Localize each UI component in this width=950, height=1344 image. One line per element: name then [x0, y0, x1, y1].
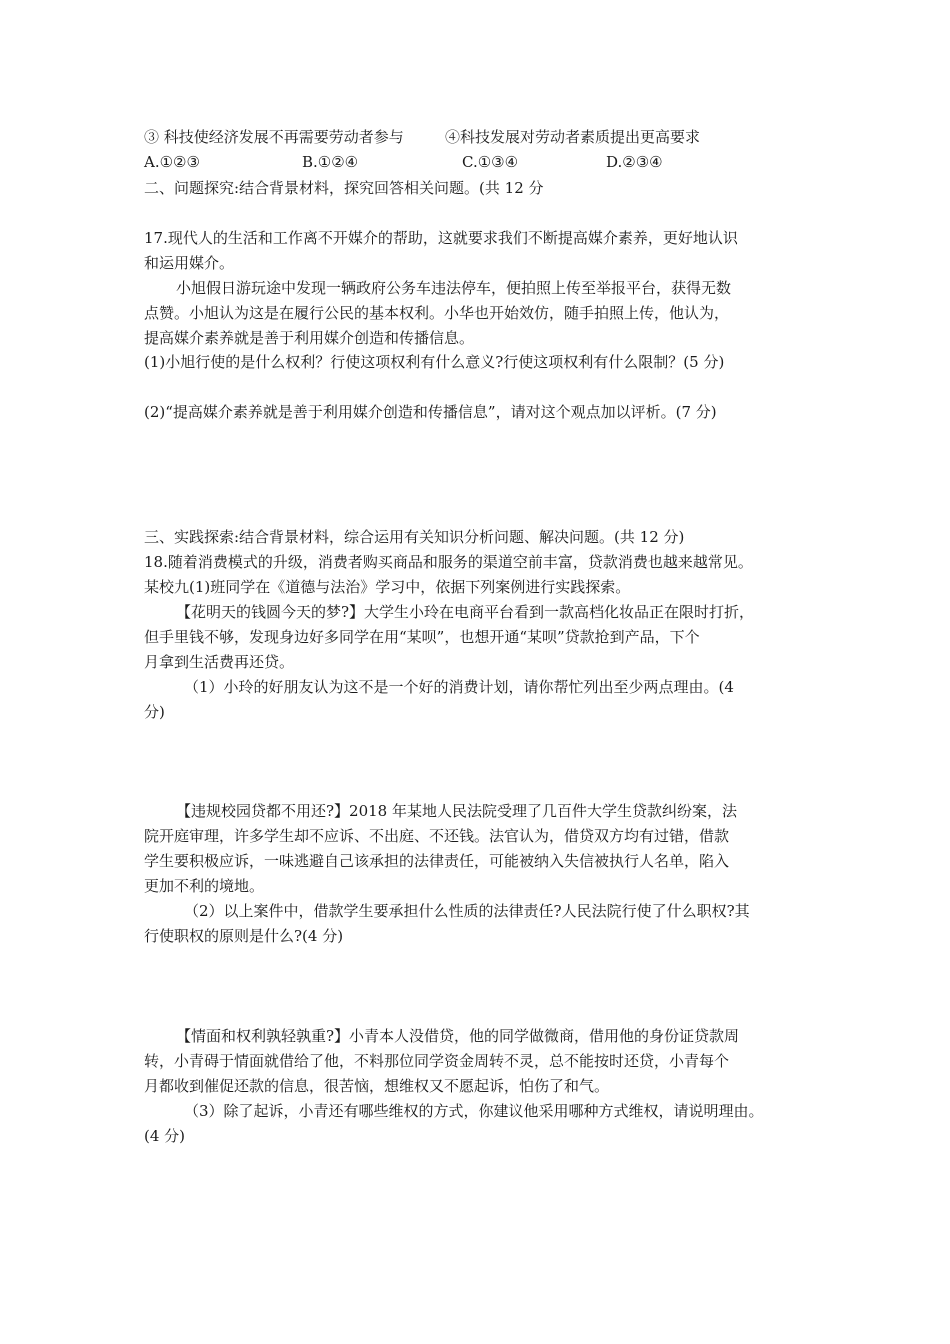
- q18-case-3-line: 月都收到催促还款的信息，很苦恼，想维权又不愿起诉，怕伤了和气。: [144, 1077, 610, 1095]
- q16-option-a: A.①②③: [144, 153, 200, 171]
- q17-stem-line: 和运用媒介。: [144, 254, 235, 272]
- section-3-heading: 三、实践探索:结合背景材料，综合运用有关知识分析问题、解决问题。(共 12 分): [144, 528, 685, 546]
- q18-subquestion-3-line: (4 分): [144, 1127, 186, 1145]
- q18-case-1-line: 【花明天的钱圆今天的梦?】大学生小玲在电商平台看到一款高档化妆品正在限时打折，: [176, 603, 755, 621]
- q16-item-4: ④科技发展对劳动者素质提出更高要求: [445, 128, 701, 146]
- q17-subquestion-1: (1)小旭行使的是什么权利？行使这项权利有什么意义?行使这项权利有什么限制？(5 分): [144, 353, 725, 371]
- q17-material-line: 小旭假日游玩途中发现一辆政府公务车违法停车，便拍照上传至举报平台，获得无数: [176, 279, 732, 297]
- q18-stem-line: 某校九(1)班同学在《道德与法治》学习中，依据下列案例进行实践探索。: [144, 578, 631, 596]
- q16-item-3: ③ 科技使经济发展不再需要劳动者参与: [144, 128, 404, 146]
- q16-option-b: B.①②④: [302, 153, 359, 171]
- q18-case-2-line: 【违规校园贷都不用还?】2018 年某地人民法院受理了几百件大学生贷款纠纷案，法: [176, 802, 737, 820]
- q17-subquestion-2: (2)“提高媒介素养就是善于利用媒介创造和传播信息”，请对这个观点加以评析。(7 分): [144, 403, 717, 421]
- q18-subquestion-2-line: （2）以上案件中，借款学生要承担什么性质的法律责任?人民法院行使了什么职权?其: [184, 902, 750, 920]
- q18-case-3-line: 转，小青碍于情面就借给了他，不料那位同学资金周转不灵，总不能按时还贷，小青每个: [144, 1052, 730, 1070]
- q18-subquestion-1-line: 分): [144, 703, 165, 721]
- q18-case-3-line: 【情面和权利孰轻孰重?】小青本人没借贷，他的同学做微商，借用他的身份证贷款周: [176, 1027, 740, 1045]
- q18-case-2-line: 院开庭审理，许多学生却不应诉、不出庭、不还钱。法官认为，借贷双方均有过错，借款: [144, 827, 730, 845]
- q18-subquestion-2-line: 行使职权的原则是什么?(4 分): [144, 927, 344, 945]
- q18-subquestion-1-line: （1）小玲的好朋友认为这不是一个好的消费计划，请你帮忙列出至少两点理由。(4: [184, 678, 734, 696]
- q17-material-line: 点赞。小旭认为这是在履行公民的基本权利。小华也开始效仿，随手拍照上传，他认为，: [144, 304, 730, 322]
- q17-stem-line: 17.现代人的生活和工作离不开媒介的帮助，这就要求我们不断提高媒介素养，更好地认识: [144, 229, 738, 247]
- q18-stem-line: 18.随着消费模式的升级，消费者购买商品和服务的渠道空前丰富，贷款消费也越来越常见。: [144, 553, 753, 571]
- q18-case-2-line: 学生要积极应诉，一味逃避自己该承担的法律责任，可能被纳入失信被执行人名单，陷入: [144, 852, 730, 870]
- q16-option-d: D.②③④: [606, 153, 663, 171]
- q17-material-line: 提高媒介素养就是善于利用媒介创造和传播信息。: [144, 329, 475, 347]
- q18-case-1-line: 月拿到生活费再还贷。: [144, 653, 295, 671]
- q18-case-2-line: 更加不利的境地。: [144, 877, 265, 895]
- q18-subquestion-3-line: （3）除了起诉，小青还有哪些维权的方式，你建议他采用哪种方式维权，请说明理由。: [184, 1102, 764, 1120]
- q18-case-1-line: 但手里钱不够，发现身边好多同学在用“某呗”，也想开通“某呗”贷款抢到产品，下个: [144, 628, 700, 646]
- section-2-heading: 二、问题探究:结合背景材料，探究回答相关问题。(共 12 分: [144, 179, 544, 197]
- q16-option-c: C.①③④: [462, 153, 519, 171]
